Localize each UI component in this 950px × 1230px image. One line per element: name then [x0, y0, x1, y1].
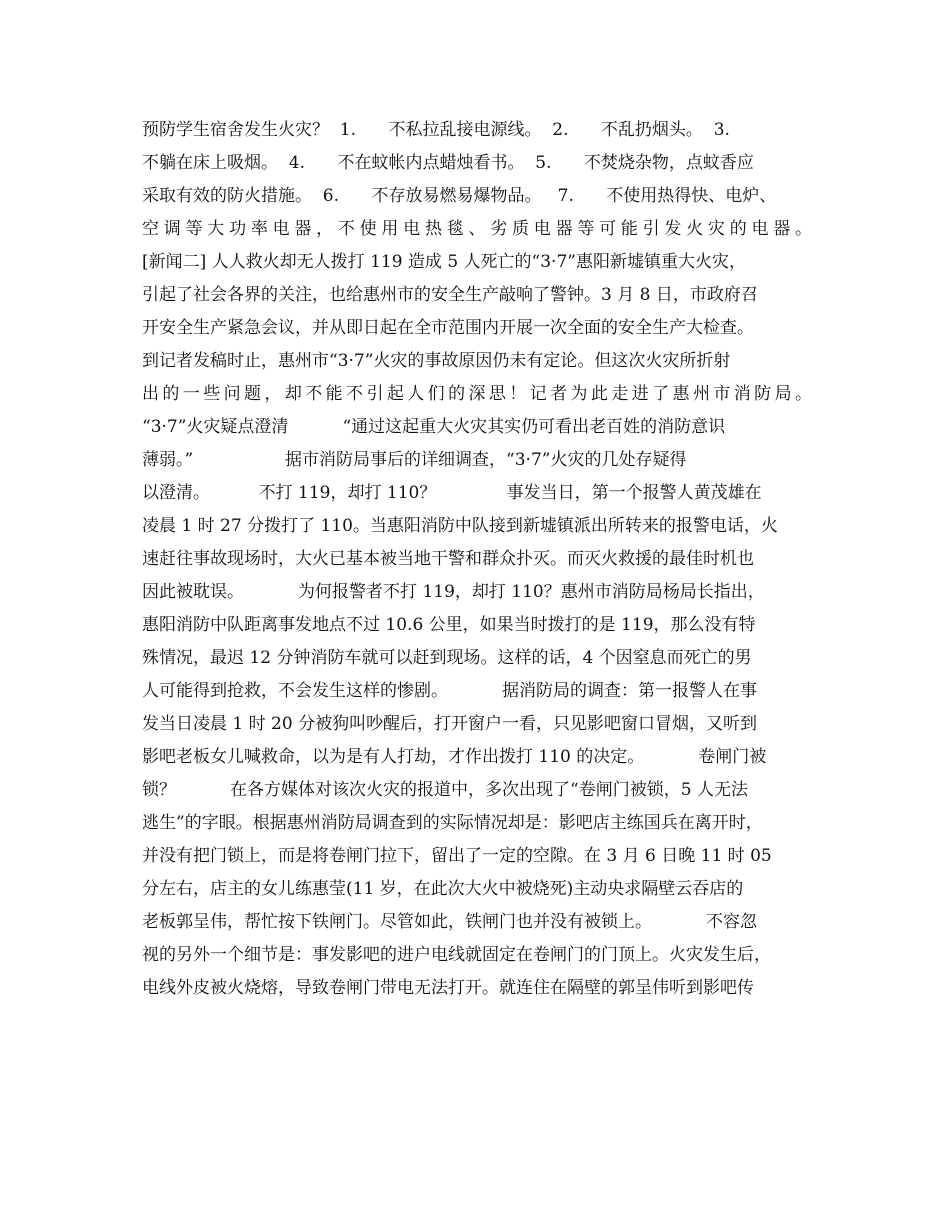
text-line: 速赶往事故现场时，大火已基本被当地干警和群众扑灭。而灭火救援的最佳时机也 [142, 549, 754, 569]
text-line: 薄弱。” 据市消防局事后的详细调查，“3·7”火灾的几处存疑得 [142, 450, 687, 470]
text-line: 惠阳消防中队距离事发地点不过 10.6 公里，如果当时拨打的是 119，那么没有特 [142, 615, 756, 635]
text-line: 发当日凌晨 1 时 20 分被狗叫吵醒后，打开窗户一看，只见影吧窗口冒烟，又听到 [142, 714, 758, 734]
text-line: 预防学生宿舍发生火灾？ 1. 不私拉乱接电源线。 2. 不乱扔烟头。 3. [142, 120, 730, 140]
text-line: [新闻二] 人人救火却无人拨打 119 造成 5 人死亡的“3·7”惠阳新墟镇重大火灾， [142, 252, 746, 272]
text-line: 影吧老板女儿喊救命，以为是有人打劫，才作出拨打 110 的决定。 卷闸门被 [142, 747, 767, 767]
text-line: 凌晨 1 时 27 分拨打了 110。当惠阳消防中队接到新墟镇派出所转来的报警电话，火 [142, 516, 778, 536]
text-line: 不躺在床上吸烟。 4. 不在蚊帐内点蜡烛看书。 5. 不焚烧杂物，点蚊香应 [142, 153, 754, 173]
text-line: 到记者发稿时止，惠州市“3·7”火灾的事故原因仍未有定论。但这次火灾所折射 [142, 351, 731, 371]
text-line: 并没有把门锁上，而是将卷闸门拉下，留出了一定的空隙。在 3 月 6 日晚 11 时 05 [142, 846, 772, 866]
text-line: 老板郭呈伟，帮忙按下铁闸门。尽管如此，铁闸门也并没有被锁上。 不容忽 [142, 912, 758, 932]
text-line: “3·7”火灾疑点澄清 “通过这起重大火灾其实仍可看出老百姓的消防意识 [142, 417, 726, 437]
text-line: 人可能得到抢救，不会发生这样的惨剧。 据消防局的调查：第一报警人在事 [142, 681, 758, 701]
text-line: 殊情况，最迟 12 分钟消防车就可以赶到现场。这样的话，4 个因窒息而死亡的男 [142, 648, 752, 668]
text-line: 开安全生产紧急会议，并从即日起在全市范围内开展一次全面的安全生产大检查。 [142, 318, 754, 338]
text-line: 引起了社会各界的关注，也给惠州市的安全生产敲响了警钟。3 月 8 日，市政府召 [142, 285, 758, 305]
text-line: 电线外皮被火烧熔，导致卷闸门带电无法打开。就连住在隔壁的郭呈伟听到影吧传 [142, 978, 754, 998]
text-line: 出的一些问题，却不能不引起人们的深思！记者为此走进了惠州市消防局。 [142, 384, 812, 404]
text-line: 因此被耽误。 为何报警者不打 119，却打 110？惠州市消防局杨局长指出， [142, 582, 765, 602]
text-line: 空调等大功率电器，不使用电热毯、劣质电器等可能引发火灾的电器。 [142, 219, 812, 239]
text-line: 分左右，店主的女儿练惠莹(11 岁，在此次大火中被烧死)主动央求隔壁云吞店的 [142, 879, 744, 899]
document-body [142, 114, 812, 1005]
text-line: 以澄清。 不打 119，却打 110？ 事发当日，第一个报警人黄茂雄在 [142, 483, 762, 503]
text-line: 锁？ 在各方媒体对该次火灾的报道中，多次出现了“卷闸门被锁，5 人无法 [142, 780, 748, 800]
text-line: 逃生”的字眼。根据惠州消防局调查到的实际情况却是：影吧店主练国兵在离开时， [142, 813, 763, 833]
text-line: 采取有效的防火措施。 6. 不存放易燃易爆物品。 7. 不使用热得快、电炉、 [142, 186, 777, 206]
text-line: 视的另外一个细节是：事发影吧的进户电线就固定在卷闸门的门顶上。火灾发生后， [142, 945, 771, 965]
